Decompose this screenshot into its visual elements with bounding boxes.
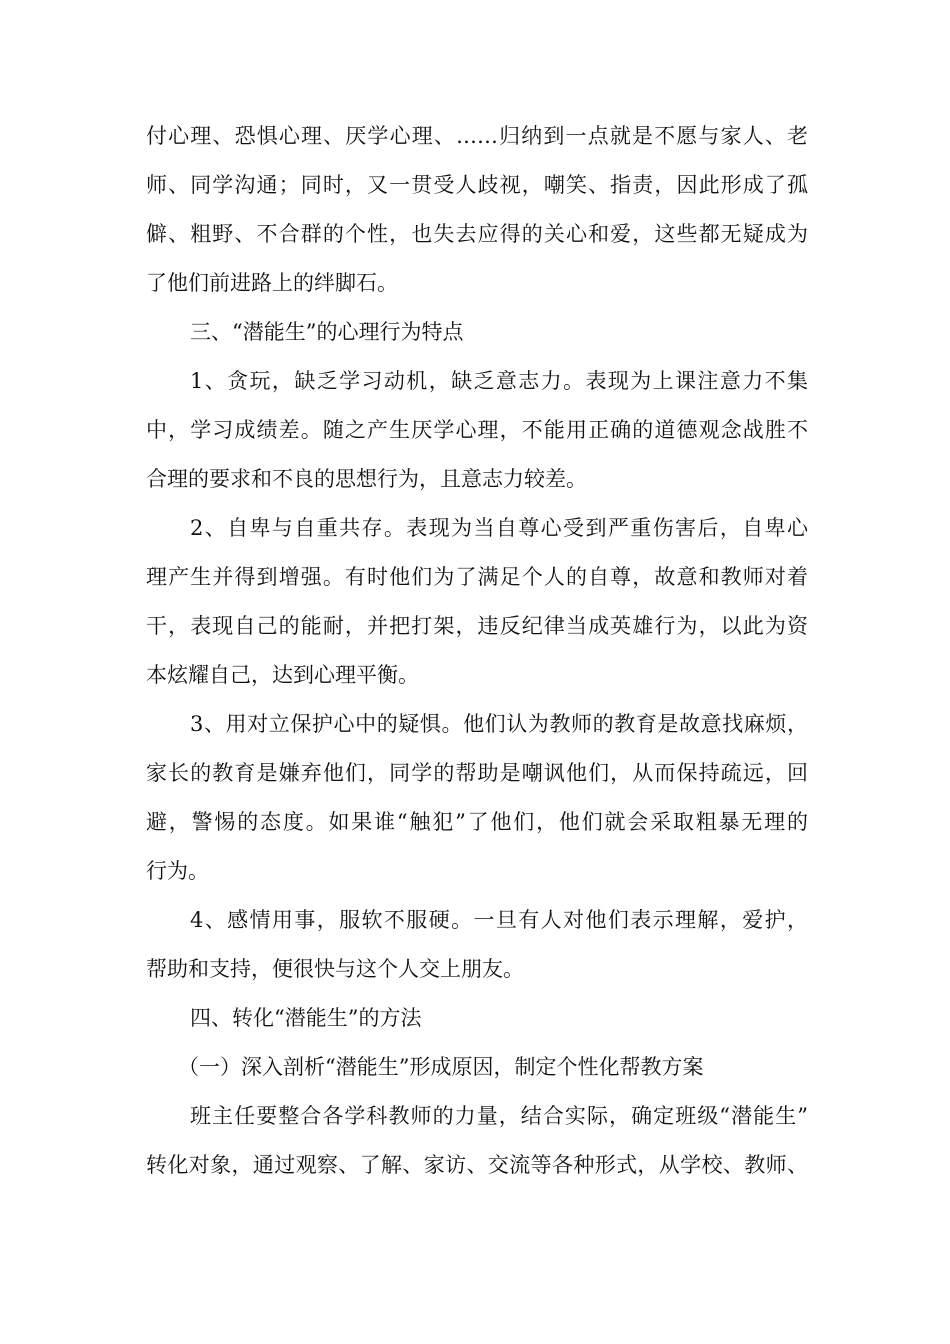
text-line: 家长的教育是嫌弃他们，同学的帮助是嘲讽他们，从而保持疏远，回 <box>146 761 808 785</box>
text-line: 僻、粗野、不合群的个性，也失去应得的关心和爱，这些都无疑成为 <box>146 222 808 246</box>
section-heading: 三、“潜能生”的心理行为特点 <box>190 320 464 344</box>
text-line: 师、同学沟通；同时，又一贯受人歧视，嘲笑、指责，因此形成了孤 <box>146 173 808 197</box>
text-line: 了他们前进路上的绊脚石。 <box>146 271 398 295</box>
subsection-heading: （一）深入剖析“潜能生”形成原因，制定个性化帮教方案 <box>178 1055 704 1079</box>
text-line: 3、用对立保护心中的疑惧。他们认为教师的教育是故意找麻烦， <box>190 712 808 736</box>
text-line: 付心理、恐惧心理、厌学心理、……归纳到一点就是不愿与家人、老 <box>146 124 808 148</box>
text-line: 行为。 <box>146 859 209 883</box>
text-line: 2、自卑与自重共存。表现为当自尊心受到严重伤害后，自卑心 <box>190 516 808 540</box>
text-line: 合理的要求和不良的思想行为，且意志力较差。 <box>146 467 587 491</box>
text-line: 转化对象，通过观察、了解、家访、交流等各种形式，从学校、教师、 <box>146 1153 808 1177</box>
text-line: 中，学习成绩差。随之产生厌学心理，不能用正确的道德观念战胜不 <box>146 418 808 442</box>
text-line: 干，表现自己的能耐，并把打架，违反纪律当成英雄行为，以此为资 <box>146 614 808 638</box>
text-line: 理产生并得到增强。有时他们为了满足个人的自尊，故意和教师对着 <box>146 565 808 589</box>
text-line: 本炫耀自己，达到心理平衡。 <box>146 663 419 687</box>
text-line: 班主任要整合各学科教师的力量，结合实际，确定班级“潜能生” <box>190 1104 808 1128</box>
section-heading: 四、转化“潜能生”的方法 <box>190 1006 422 1030</box>
text-line: 1、贪玩，缺乏学习动机，缺乏意志力。表现为上课注意力不集 <box>190 369 808 393</box>
text-line: 4、感情用事，服软不服硬。一旦有人对他们表示理解，爱护， <box>190 908 808 932</box>
text-line: 帮助和支持，便很快与这个人交上朋友。 <box>146 957 524 981</box>
text-line: 避，警惕的态度。如果谁“触犯”了他们，他们就会采取粗暴无理的 <box>146 810 808 834</box>
